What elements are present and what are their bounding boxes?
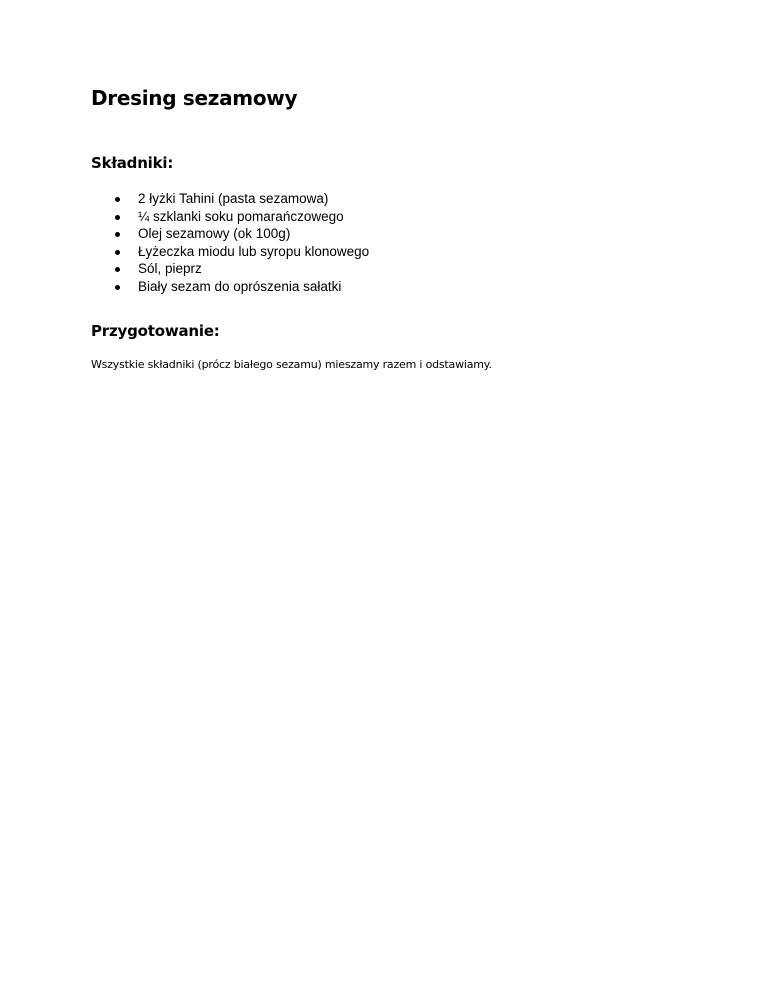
bullet-icon xyxy=(115,267,120,272)
bullet-icon xyxy=(115,232,120,237)
ingredient-list xyxy=(91,190,369,295)
ingredient-text: Sól, pieprz xyxy=(138,261,202,276)
list-item xyxy=(91,243,369,261)
ingredient-text: Biały sezam do oprószenia sałatki xyxy=(138,278,342,294)
preparation-text: Wszystkie składniki (prócz białego sezamu) mieszamy razem i odstawiamy. xyxy=(91,358,492,371)
list-item xyxy=(91,260,369,278)
bullet-icon xyxy=(115,197,120,202)
bullet-icon xyxy=(115,215,120,220)
ingredients-heading: Składniki: xyxy=(91,154,174,172)
bullet-icon xyxy=(115,250,120,255)
bullet-icon xyxy=(115,285,120,290)
list-item xyxy=(91,278,369,296)
ingredient-text: Olej sezamowy (ok 100g) xyxy=(138,226,291,241)
ingredient-text: 2 łyżki Tahini (pasta sezamowa) xyxy=(138,191,329,206)
ingredient-text: Łyżeczka miodu lub syropu klonowego xyxy=(138,243,370,259)
list-item xyxy=(91,225,369,243)
ingredient-text: ¼ szklanki soku pomarańczowego xyxy=(138,208,344,224)
list-item xyxy=(91,190,369,208)
list-item xyxy=(91,208,369,226)
preparation-heading: Przygotowanie: xyxy=(91,322,220,340)
recipe-title: Dresing sezamowy xyxy=(91,86,298,110)
